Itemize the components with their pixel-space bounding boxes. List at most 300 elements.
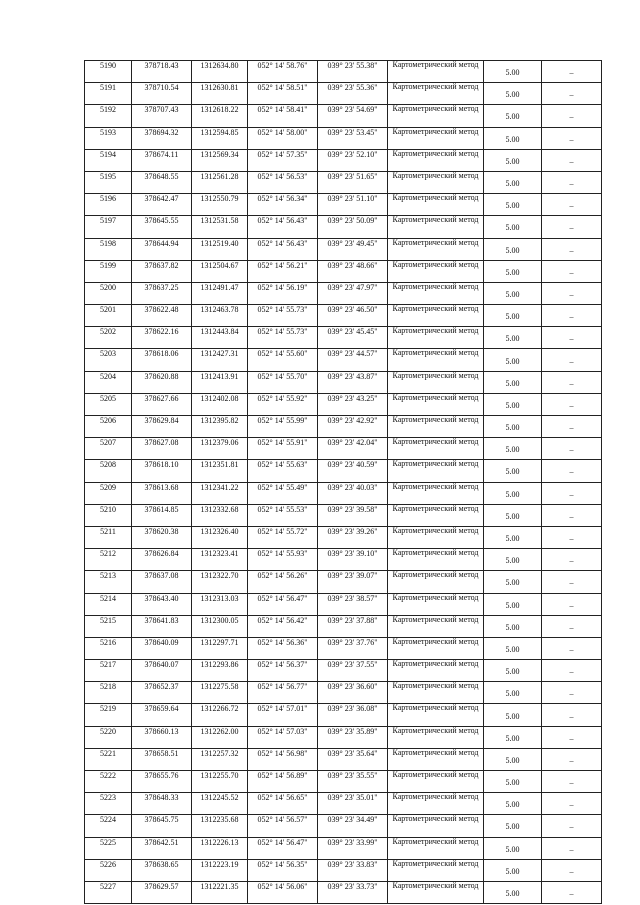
- accuracy-cell: 5.00: [484, 526, 542, 548]
- point-number-cell: 5205: [85, 393, 132, 415]
- note-cell: –: [542, 837, 602, 859]
- latitude-cell: 052° 14' 56.65": [248, 793, 318, 815]
- accuracy-cell: 5.00: [484, 61, 542, 83]
- y-coordinate-cell: 1312221.35: [192, 881, 248, 903]
- accuracy-cell: 5.00: [484, 282, 542, 304]
- method-cell: Картометрический метод: [388, 704, 484, 726]
- table-row: [85, 682, 602, 704]
- point-number-cell: 5219: [85, 704, 132, 726]
- point-number-cell: 5222: [85, 771, 132, 793]
- y-coordinate-cell: 1312332.68: [192, 504, 248, 526]
- accuracy-cell: 5.00: [484, 637, 542, 659]
- y-coordinate-cell: 1312300.05: [192, 615, 248, 637]
- x-coordinate-cell: 378648.55: [132, 171, 192, 193]
- longitude-cell: 039° 23' 39.26": [318, 526, 388, 548]
- x-coordinate-cell: 378643.40: [132, 593, 192, 615]
- latitude-cell: 052° 14' 57.01": [248, 704, 318, 726]
- y-coordinate-cell: 1312550.79: [192, 194, 248, 216]
- accuracy-cell: 5.00: [484, 881, 542, 903]
- latitude-cell: 052° 14' 55.91": [248, 438, 318, 460]
- y-coordinate-cell: 1312463.78: [192, 305, 248, 327]
- latitude-cell: 052° 14' 57.35": [248, 149, 318, 171]
- longitude-cell: 039° 23' 33.99": [318, 837, 388, 859]
- table-row: [85, 282, 602, 304]
- table-row: [85, 305, 602, 327]
- longitude-cell: 039° 23' 44.57": [318, 349, 388, 371]
- table-row: [85, 615, 602, 637]
- note-cell: –: [542, 83, 602, 105]
- accuracy-cell: 5.00: [484, 859, 542, 881]
- note-cell: –: [542, 238, 602, 260]
- table-row: [85, 504, 602, 526]
- latitude-cell: 052° 14' 56.98": [248, 748, 318, 770]
- latitude-cell: 052° 14' 55.53": [248, 504, 318, 526]
- x-coordinate-cell: 378629.57: [132, 881, 192, 903]
- longitude-cell: 039° 23' 34.49": [318, 815, 388, 837]
- latitude-cell: 052° 14' 56.47": [248, 593, 318, 615]
- point-number-cell: 5209: [85, 482, 132, 504]
- note-cell: –: [542, 149, 602, 171]
- latitude-cell: 052° 14' 55.72": [248, 526, 318, 548]
- x-coordinate-cell: 378626.84: [132, 549, 192, 571]
- point-number-cell: 5226: [85, 859, 132, 881]
- y-coordinate-cell: 1312351.81: [192, 460, 248, 482]
- x-coordinate-cell: 378614.85: [132, 504, 192, 526]
- latitude-cell: 052° 14' 55.73": [248, 305, 318, 327]
- accuracy-cell: 5.00: [484, 660, 542, 682]
- table-row: [85, 149, 602, 171]
- point-number-cell: 5224: [85, 815, 132, 837]
- longitude-cell: 039° 23' 35.89": [318, 726, 388, 748]
- method-cell: Картометрический метод: [388, 726, 484, 748]
- accuracy-cell: 5.00: [484, 260, 542, 282]
- accuracy-cell: 5.00: [484, 793, 542, 815]
- latitude-cell: 052° 14' 56.43": [248, 238, 318, 260]
- point-number-cell: 5227: [85, 881, 132, 903]
- point-number-cell: 5196: [85, 194, 132, 216]
- note-cell: –: [542, 726, 602, 748]
- x-coordinate-cell: 378694.32: [132, 127, 192, 149]
- y-coordinate-cell: 1312395.82: [192, 416, 248, 438]
- longitude-cell: 039° 23' 42.92": [318, 416, 388, 438]
- x-coordinate-cell: 378618.06: [132, 349, 192, 371]
- x-coordinate-cell: 378710.54: [132, 83, 192, 105]
- table-row: [85, 748, 602, 770]
- longitude-cell: 039° 23' 39.10": [318, 549, 388, 571]
- accuracy-cell: 5.00: [484, 726, 542, 748]
- latitude-cell: 052° 14' 55.73": [248, 327, 318, 349]
- longitude-cell: 039° 23' 43.25": [318, 393, 388, 415]
- longitude-cell: 039° 23' 33.73": [318, 881, 388, 903]
- latitude-cell: 052° 14' 57.03": [248, 726, 318, 748]
- accuracy-cell: 5.00: [484, 771, 542, 793]
- accuracy-cell: 5.00: [484, 682, 542, 704]
- y-coordinate-cell: 1312569.34: [192, 149, 248, 171]
- x-coordinate-cell: 378641.83: [132, 615, 192, 637]
- accuracy-cell: 5.00: [484, 393, 542, 415]
- accuracy-cell: 5.00: [484, 504, 542, 526]
- longitude-cell: 039° 23' 37.76": [318, 637, 388, 659]
- table-row: [85, 393, 602, 415]
- latitude-cell: 052° 14' 56.37": [248, 660, 318, 682]
- longitude-cell: 039° 23' 42.04": [318, 438, 388, 460]
- y-coordinate-cell: 1312322.70: [192, 571, 248, 593]
- method-cell: Картометрический метод: [388, 238, 484, 260]
- latitude-cell: 052° 14' 55.99": [248, 416, 318, 438]
- accuracy-cell: 5.00: [484, 305, 542, 327]
- point-number-cell: 5208: [85, 460, 132, 482]
- y-coordinate-cell: 1312634.80: [192, 61, 248, 83]
- latitude-cell: 052° 14' 56.21": [248, 260, 318, 282]
- coordinates-table: [84, 60, 602, 904]
- x-coordinate-cell: 378620.38: [132, 526, 192, 548]
- method-cell: Картометрический метод: [388, 837, 484, 859]
- table-row: [85, 349, 602, 371]
- latitude-cell: 052° 14' 56.35": [248, 859, 318, 881]
- note-cell: –: [542, 571, 602, 593]
- point-number-cell: 5210: [85, 504, 132, 526]
- method-cell: Картометрический метод: [388, 105, 484, 127]
- latitude-cell: 052° 14' 56.53": [248, 171, 318, 193]
- longitude-cell: 039° 23' 36.08": [318, 704, 388, 726]
- point-number-cell: 5206: [85, 416, 132, 438]
- method-cell: Картометрический метод: [388, 771, 484, 793]
- note-cell: –: [542, 194, 602, 216]
- table-row: [85, 815, 602, 837]
- x-coordinate-cell: 378627.66: [132, 393, 192, 415]
- longitude-cell: 039° 23' 55.36": [318, 83, 388, 105]
- x-coordinate-cell: 378707.43: [132, 105, 192, 127]
- method-cell: Картометрический метод: [388, 881, 484, 903]
- method-cell: Картометрический метод: [388, 127, 484, 149]
- accuracy-cell: 5.00: [484, 704, 542, 726]
- table-row: [85, 194, 602, 216]
- point-number-cell: 5192: [85, 105, 132, 127]
- accuracy-cell: 5.00: [484, 238, 542, 260]
- method-cell: Картометрический метод: [388, 815, 484, 837]
- latitude-cell: 052° 14' 58.76": [248, 61, 318, 83]
- point-number-cell: 5207: [85, 438, 132, 460]
- latitude-cell: 052° 14' 56.43": [248, 216, 318, 238]
- longitude-cell: 039° 23' 35.64": [318, 748, 388, 770]
- note-cell: –: [542, 282, 602, 304]
- table-row: [85, 704, 602, 726]
- y-coordinate-cell: 1312491.47: [192, 282, 248, 304]
- method-cell: Картометрический метод: [388, 171, 484, 193]
- accuracy-cell: 5.00: [484, 460, 542, 482]
- longitude-cell: 039° 23' 37.55": [318, 660, 388, 682]
- x-coordinate-cell: 378674.11: [132, 149, 192, 171]
- x-coordinate-cell: 378637.08: [132, 571, 192, 593]
- note-cell: –: [542, 416, 602, 438]
- method-cell: Картометрический метод: [388, 260, 484, 282]
- method-cell: Картометрический метод: [388, 748, 484, 770]
- latitude-cell: 052° 14' 56.42": [248, 615, 318, 637]
- x-coordinate-cell: 378645.75: [132, 815, 192, 837]
- note-cell: –: [542, 305, 602, 327]
- table-row: [85, 793, 602, 815]
- y-coordinate-cell: 1312323.41: [192, 549, 248, 571]
- y-coordinate-cell: 1312257.32: [192, 748, 248, 770]
- y-coordinate-cell: 1312293.86: [192, 660, 248, 682]
- table-row: [85, 593, 602, 615]
- table-row: [85, 837, 602, 859]
- y-coordinate-cell: 1312618.22: [192, 105, 248, 127]
- longitude-cell: 039° 23' 50.09": [318, 216, 388, 238]
- accuracy-cell: 5.00: [484, 837, 542, 859]
- y-coordinate-cell: 1312443.84: [192, 327, 248, 349]
- x-coordinate-cell: 378644.94: [132, 238, 192, 260]
- latitude-cell: 052° 14' 58.00": [248, 127, 318, 149]
- y-coordinate-cell: 1312262.00: [192, 726, 248, 748]
- point-number-cell: 5212: [85, 549, 132, 571]
- x-coordinate-cell: 378718.43: [132, 61, 192, 83]
- longitude-cell: 039° 23' 37.88": [318, 615, 388, 637]
- note-cell: –: [542, 704, 602, 726]
- method-cell: Картометрический метод: [388, 615, 484, 637]
- latitude-cell: 052° 14' 56.26": [248, 571, 318, 593]
- note-cell: –: [542, 881, 602, 903]
- x-coordinate-cell: 378658.51: [132, 748, 192, 770]
- accuracy-cell: 5.00: [484, 482, 542, 504]
- longitude-cell: 039° 23' 39.07": [318, 571, 388, 593]
- method-cell: Картометрический метод: [388, 593, 484, 615]
- method-cell: Картометрический метод: [388, 460, 484, 482]
- x-coordinate-cell: 378637.25: [132, 282, 192, 304]
- point-number-cell: 5223: [85, 793, 132, 815]
- point-number-cell: 5197: [85, 216, 132, 238]
- x-coordinate-cell: 378622.16: [132, 327, 192, 349]
- note-cell: –: [542, 682, 602, 704]
- latitude-cell: 052° 14' 56.36": [248, 637, 318, 659]
- longitude-cell: 039° 23' 53.45": [318, 127, 388, 149]
- latitude-cell: 052° 14' 56.06": [248, 881, 318, 903]
- x-coordinate-cell: 378629.84: [132, 416, 192, 438]
- latitude-cell: 052° 14' 55.92": [248, 393, 318, 415]
- x-coordinate-cell: 378613.68: [132, 482, 192, 504]
- point-number-cell: 5221: [85, 748, 132, 770]
- note-cell: –: [542, 748, 602, 770]
- y-coordinate-cell: 1312266.72: [192, 704, 248, 726]
- y-coordinate-cell: 1312519.40: [192, 238, 248, 260]
- note-cell: –: [542, 260, 602, 282]
- method-cell: Картометрический метод: [388, 504, 484, 526]
- point-number-cell: 5203: [85, 349, 132, 371]
- table-row: [85, 726, 602, 748]
- y-coordinate-cell: 1312275.58: [192, 682, 248, 704]
- point-number-cell: 5217: [85, 660, 132, 682]
- method-cell: Картометрический метод: [388, 327, 484, 349]
- longitude-cell: 039° 23' 55.38": [318, 61, 388, 83]
- point-number-cell: 5214: [85, 593, 132, 615]
- y-coordinate-cell: 1312255.70: [192, 771, 248, 793]
- method-cell: Картометрический метод: [388, 549, 484, 571]
- note-cell: –: [542, 637, 602, 659]
- y-coordinate-cell: 1312427.31: [192, 349, 248, 371]
- note-cell: –: [542, 171, 602, 193]
- method-cell: Картометрический метод: [388, 438, 484, 460]
- note-cell: –: [542, 127, 602, 149]
- x-coordinate-cell: 378618.10: [132, 460, 192, 482]
- table-row: [85, 571, 602, 593]
- table-row: [85, 549, 602, 571]
- table-row: [85, 371, 602, 393]
- point-number-cell: 5220: [85, 726, 132, 748]
- note-cell: –: [542, 438, 602, 460]
- note-cell: –: [542, 105, 602, 127]
- method-cell: Картометрический метод: [388, 349, 484, 371]
- note-cell: –: [542, 460, 602, 482]
- note-cell: –: [542, 615, 602, 637]
- note-cell: –: [542, 349, 602, 371]
- x-coordinate-cell: 378655.76: [132, 771, 192, 793]
- method-cell: Картометрический метод: [388, 194, 484, 216]
- table-row: [85, 238, 602, 260]
- longitude-cell: 039° 23' 45.45": [318, 327, 388, 349]
- note-cell: –: [542, 815, 602, 837]
- point-number-cell: 5213: [85, 571, 132, 593]
- method-cell: Картометрический метод: [388, 660, 484, 682]
- y-coordinate-cell: 1312531.58: [192, 216, 248, 238]
- table-row: [85, 771, 602, 793]
- method-cell: Картометрический метод: [388, 571, 484, 593]
- y-coordinate-cell: 1312223.19: [192, 859, 248, 881]
- method-cell: Картометрический метод: [388, 482, 484, 504]
- method-cell: Картометрический метод: [388, 149, 484, 171]
- accuracy-cell: 5.00: [484, 438, 542, 460]
- point-number-cell: 5201: [85, 305, 132, 327]
- accuracy-cell: 5.00: [484, 83, 542, 105]
- x-coordinate-cell: 378640.07: [132, 660, 192, 682]
- coordinates-table-body: [85, 61, 602, 904]
- note-cell: –: [542, 216, 602, 238]
- accuracy-cell: 5.00: [484, 416, 542, 438]
- longitude-cell: 039° 23' 54.69": [318, 105, 388, 127]
- table-row: [85, 660, 602, 682]
- point-number-cell: 5195: [85, 171, 132, 193]
- latitude-cell: 052° 14' 55.60": [248, 349, 318, 371]
- table-row: [85, 105, 602, 127]
- x-coordinate-cell: 378638.65: [132, 859, 192, 881]
- y-coordinate-cell: 1312235.68: [192, 815, 248, 837]
- note-cell: –: [542, 771, 602, 793]
- latitude-cell: 052° 14' 56.19": [248, 282, 318, 304]
- accuracy-cell: 5.00: [484, 216, 542, 238]
- point-number-cell: 5218: [85, 682, 132, 704]
- table-row: [85, 61, 602, 83]
- latitude-cell: 052° 14' 55.70": [248, 371, 318, 393]
- table-row: [85, 637, 602, 659]
- y-coordinate-cell: 1312297.71: [192, 637, 248, 659]
- note-cell: –: [542, 593, 602, 615]
- latitude-cell: 052° 14' 56.77": [248, 682, 318, 704]
- x-coordinate-cell: 378627.08: [132, 438, 192, 460]
- x-coordinate-cell: 378659.64: [132, 704, 192, 726]
- point-number-cell: 5190: [85, 61, 132, 83]
- latitude-cell: 052° 14' 55.63": [248, 460, 318, 482]
- longitude-cell: 039° 23' 38.57": [318, 593, 388, 615]
- accuracy-cell: 5.00: [484, 615, 542, 637]
- accuracy-cell: 5.00: [484, 571, 542, 593]
- longitude-cell: 039° 23' 51.65": [318, 171, 388, 193]
- method-cell: Картометрический метод: [388, 526, 484, 548]
- y-coordinate-cell: 1312413.91: [192, 371, 248, 393]
- x-coordinate-cell: 378637.82: [132, 260, 192, 282]
- point-number-cell: 5194: [85, 149, 132, 171]
- point-number-cell: 5211: [85, 526, 132, 548]
- table-row: [85, 859, 602, 881]
- y-coordinate-cell: 1312561.28: [192, 171, 248, 193]
- method-cell: Картометрический метод: [388, 682, 484, 704]
- accuracy-cell: 5.00: [484, 149, 542, 171]
- point-number-cell: 5200: [85, 282, 132, 304]
- longitude-cell: 039° 23' 40.59": [318, 460, 388, 482]
- x-coordinate-cell: 378642.51: [132, 837, 192, 859]
- x-coordinate-cell: 378645.55: [132, 216, 192, 238]
- point-number-cell: 5199: [85, 260, 132, 282]
- latitude-cell: 052° 14' 55.49": [248, 482, 318, 504]
- accuracy-cell: 5.00: [484, 748, 542, 770]
- x-coordinate-cell: 378640.09: [132, 637, 192, 659]
- x-coordinate-cell: 378660.13: [132, 726, 192, 748]
- table-row: [85, 127, 602, 149]
- table-row: [85, 438, 602, 460]
- longitude-cell: 039° 23' 51.10": [318, 194, 388, 216]
- point-number-cell: 5198: [85, 238, 132, 260]
- note-cell: –: [542, 793, 602, 815]
- note-cell: –: [542, 61, 602, 83]
- latitude-cell: 052° 14' 58.51": [248, 83, 318, 105]
- method-cell: Картометрический метод: [388, 637, 484, 659]
- method-cell: Картометрический метод: [388, 216, 484, 238]
- latitude-cell: 052° 14' 56.34": [248, 194, 318, 216]
- y-coordinate-cell: 1312326.40: [192, 526, 248, 548]
- point-number-cell: 5191: [85, 83, 132, 105]
- method-cell: Картометрический метод: [388, 83, 484, 105]
- longitude-cell: 039° 23' 43.87": [318, 371, 388, 393]
- y-coordinate-cell: 1312313.03: [192, 593, 248, 615]
- accuracy-cell: 5.00: [484, 171, 542, 193]
- longitude-cell: 039° 23' 47.97": [318, 282, 388, 304]
- x-coordinate-cell: 378622.48: [132, 305, 192, 327]
- y-coordinate-cell: 1312245.52: [192, 793, 248, 815]
- method-cell: Картометрический метод: [388, 371, 484, 393]
- x-coordinate-cell: 378642.47: [132, 194, 192, 216]
- method-cell: Картометрический метод: [388, 859, 484, 881]
- y-coordinate-cell: 1312341.22: [192, 482, 248, 504]
- latitude-cell: 052° 14' 56.89": [248, 771, 318, 793]
- point-number-cell: 5202: [85, 327, 132, 349]
- table-row: [85, 83, 602, 105]
- y-coordinate-cell: 1312226.13: [192, 837, 248, 859]
- longitude-cell: 039° 23' 52.10": [318, 149, 388, 171]
- longitude-cell: 039° 23' 35.55": [318, 771, 388, 793]
- accuracy-cell: 5.00: [484, 127, 542, 149]
- note-cell: –: [542, 327, 602, 349]
- note-cell: –: [542, 859, 602, 881]
- table-row: [85, 260, 602, 282]
- note-cell: –: [542, 504, 602, 526]
- method-cell: Картометрический метод: [388, 305, 484, 327]
- longitude-cell: 039° 23' 49.45": [318, 238, 388, 260]
- note-cell: –: [542, 371, 602, 393]
- accuracy-cell: 5.00: [484, 105, 542, 127]
- table-row: [85, 881, 602, 903]
- y-coordinate-cell: 1312504.67: [192, 260, 248, 282]
- note-cell: –: [542, 526, 602, 548]
- longitude-cell: 039° 23' 33.83": [318, 859, 388, 881]
- table-row: [85, 171, 602, 193]
